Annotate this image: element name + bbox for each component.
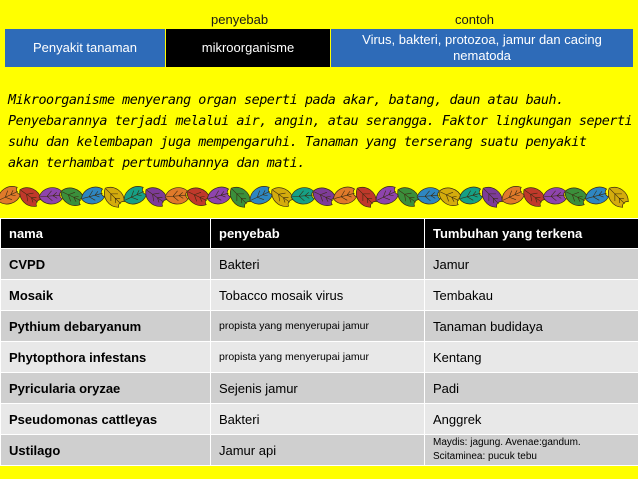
cell-nama: Phytopthora infestans: [1, 342, 211, 373]
cell-nama: Ustilago: [1, 435, 211, 466]
leaf-ornament: [121, 183, 149, 208]
leaf-ornament: [205, 185, 231, 207]
contoh-box: Virus, bakteri, protozoa, jamur dan cacing nematoda: [331, 29, 633, 67]
leaf-ornament: [58, 184, 86, 209]
cell-tumbuhan: Tanaman budidaya: [425, 311, 638, 342]
header-label-contoh: contoh: [455, 12, 495, 27]
disease-table: [0, 218, 638, 466]
leaf-ornament: [542, 187, 566, 205]
description-paragraph: [8, 90, 633, 174]
cell-penyebab: propista yang menyerupai jamur: [211, 311, 425, 342]
leaf-ornament: [164, 187, 188, 205]
paragraph-line: akan terhambat pertumbuhannya dan mati.: [8, 156, 305, 171]
cell-tumbuhan: Maydis: jagung. Avenae:gandum. Scitaminea: pucuk tebu: [425, 435, 638, 466]
paragraph-line: Mikroorganisme menyerang organ seperti pada akar, batang, daun atau bauh.: [8, 93, 564, 108]
cell-penyebab: Sejenis jamur: [211, 373, 425, 404]
penyakit-tanaman-box: Penyakit tanaman: [5, 29, 165, 67]
column-header-nama: nama: [1, 219, 211, 249]
leaf-border-decoration: [0, 174, 638, 218]
leaf-ornament: [310, 184, 338, 209]
table-row: [1, 342, 638, 373]
column-header-penyebab: penyebab: [211, 219, 425, 249]
leaf-ornament: [331, 185, 357, 207]
cell-tumbuhan: Jamur: [425, 249, 638, 280]
header-label-penyebab: penyebab: [211, 12, 269, 27]
cell-tumbuhan: Anggrek: [425, 404, 638, 435]
table-row: [1, 404, 638, 435]
leaf-ornament: [184, 184, 212, 209]
leaf-ornament: [79, 185, 105, 207]
table-header-row: [1, 219, 638, 249]
table-row: [1, 373, 638, 404]
cell-nama: Pythium debaryanum: [1, 311, 211, 342]
leaf-ornament: [247, 183, 275, 208]
leaf-ornament: [0, 183, 22, 208]
leaf-ornament: [436, 184, 464, 209]
cell-tumbuhan: Padi: [425, 373, 638, 404]
table-row: [1, 435, 638, 466]
leaf-ornament: [373, 183, 401, 208]
leaf-ornament: [562, 184, 590, 209]
leaf-ornament: [499, 183, 527, 208]
cell-tumbuhan: Tembakau: [425, 280, 638, 311]
cell-nama: CVPD: [1, 249, 211, 280]
leaf-ornament: [38, 187, 62, 205]
cell-penyebab: Bakteri: [211, 249, 425, 280]
cell-penyebab: Tobacco mosaik virus: [211, 280, 425, 311]
paragraph-line: Penyebarannya terjadi melalui air, angin, atau serangga. Faktor lingkungan seperti: [8, 114, 633, 129]
table-row: [1, 280, 638, 311]
cell-penyebab: Jamur api: [211, 435, 425, 466]
cell-nama: Pseudomonas cattleyas: [1, 404, 211, 435]
cell-tumbuhan: Kentang: [425, 342, 638, 373]
leaf-ornament: [583, 185, 609, 207]
cell-nama: Mosaik: [1, 280, 211, 311]
paragraph-line: suhu dan kelembapan juga mempengaruhi. Tanaman yang terserang suatu penyakit: [8, 135, 587, 150]
table-row: [1, 249, 638, 280]
leaf-ornament: [416, 187, 440, 205]
table-row: [1, 311, 638, 342]
column-header-tumbuhan: Tumbuhan yang terkena: [425, 219, 638, 249]
leaf-ornament: [457, 185, 483, 207]
leaf-ornament: [290, 187, 314, 205]
cell-penyebab: Bakteri: [211, 404, 425, 435]
cell-penyebab: propista yang menyerupai jamur: [211, 342, 425, 373]
mikroorganisme-box: mikroorganisme: [166, 29, 330, 67]
cell-nama: Pyricularia oryzae: [1, 373, 211, 404]
